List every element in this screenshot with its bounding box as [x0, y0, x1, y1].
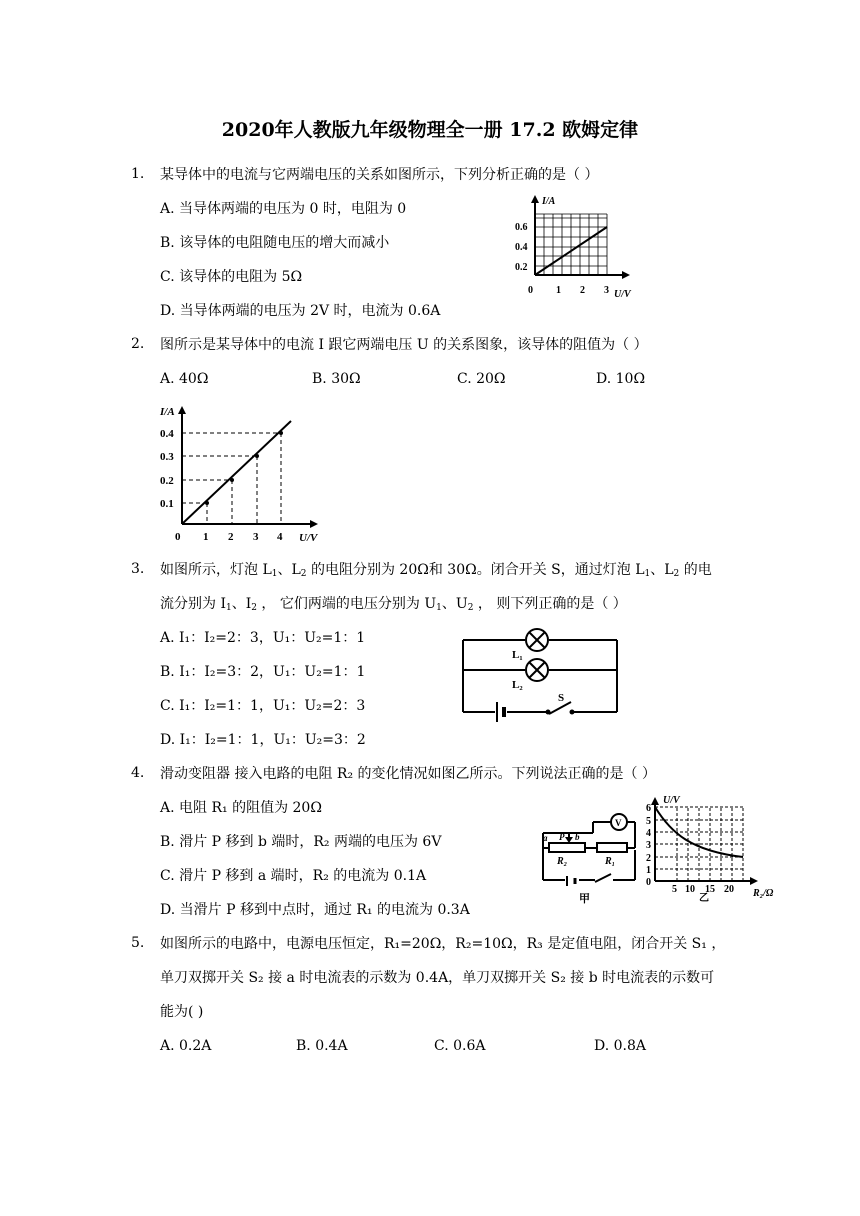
- q5-option-c: C. 0.6A: [434, 1038, 486, 1054]
- q2-graph-xlabel: U/V: [299, 532, 318, 544]
- q5-stem-line2: 单刀双掷开关 S₂ 接 a 时电流表的示数为 0.4A，单刀双掷开关 S₂ 接 b 时电流表的示数可: [160, 970, 715, 986]
- q2-graph-origin: 0: [175, 531, 181, 543]
- q4-stem: 滑动变阻器 接入电路的电阻 R₂ 的变化情况如图乙所示。下列说法正确的是（ ）: [160, 766, 656, 782]
- q1-graph-xtick: 2: [580, 285, 585, 296]
- q1-graph-origin: 0: [528, 285, 533, 296]
- q3-label-l1: L₁: [512, 649, 523, 661]
- q4-option-b: B. 滑片 P 移到 b 端时，R₂ 两端的电压为 6V: [160, 834, 442, 850]
- q4-label-a: a: [543, 833, 548, 843]
- q2-option-b: B. 30Ω: [312, 371, 361, 387]
- q2-graph-xtick: 3: [253, 531, 259, 543]
- q2-graph-ytick: 0.4: [160, 428, 174, 440]
- q4-graph-xlabel: R₂/Ω: [753, 888, 774, 899]
- q5-option-a: A. 0.2A: [160, 1038, 212, 1054]
- q4-graph-ytick: 5: [646, 816, 651, 827]
- q4-graph: [643, 793, 783, 903]
- q4-option-c: C. 滑片 P 移到 a 端时，R₂ 的电流为 0.1A: [160, 868, 427, 884]
- q1-graph: [510, 190, 645, 302]
- q4-option-d: D. 当滑片 P 移到中点时，通过 R₁ 的电流为 0.3A: [160, 902, 470, 918]
- q5-stem-line1: 如图所示的电路中，电源电压恒定，R₁=20Ω，R₂=10Ω，R₃ 是定值电阻，闭合开关 S₁ ，: [160, 936, 726, 952]
- q4-label-p: P: [559, 832, 565, 842]
- q2-graph-xtick: 4: [277, 531, 283, 543]
- q1-option-c: C. 该导体的电阻为 5Ω: [160, 269, 303, 285]
- q2-graph-ylabel: I/A: [160, 406, 175, 418]
- q4-graph-ytick: 1: [646, 865, 651, 876]
- q5-stem-line3: 能为( ): [160, 1004, 204, 1020]
- q4-label-jia: 甲: [579, 893, 590, 905]
- q1-graph-xtick: 3: [604, 285, 609, 296]
- q2-option-a: A. 40Ω: [160, 371, 209, 387]
- q1-option-b: B. 该导体的电阻随电压的增大而减小: [160, 235, 390, 251]
- q3-option-c: C. I₁：I₂=1：1，U₁：U₂=2：3: [160, 698, 366, 714]
- q1-number: 1.: [131, 166, 145, 182]
- q4-graph-ytick: 3: [646, 840, 651, 851]
- q3-circuit: [455, 622, 630, 722]
- q4-graph-xtick: 20: [724, 884, 734, 895]
- q2-graph-xtick: 2: [228, 531, 234, 543]
- q2-number: 2.: [131, 336, 145, 352]
- q2-graph-ytick: 0.3: [160, 451, 174, 463]
- q4-label-b: b: [575, 832, 580, 842]
- q4-label-r1: R₁: [605, 856, 616, 867]
- q2-option-d: D. 10Ω: [596, 371, 646, 387]
- q4-graph-ylabel: U/V: [663, 795, 680, 806]
- q4-label-v: V: [615, 818, 622, 828]
- q4-graph-label-yi: 乙: [699, 893, 709, 903]
- q1-stem: 某导体中的电流与它两端电压的关系如图所示，下列分析正确的是（ ）: [160, 167, 599, 183]
- q2-graph: [155, 400, 330, 545]
- q1-graph-ylabel: I/A: [542, 196, 556, 207]
- q2-graph-ytick: 0.1: [160, 498, 174, 510]
- q3-stem-line1: 如图所示，灯泡 $L_1$、$L_2$ 的电阻分别为 20Ω和 30Ω。闭合开关 S，通过灯泡 $L_1$、$L_2$ 的电: [160, 562, 712, 579]
- q3-option-d: D. I₁：I₂=1：1，U₁：U₂=3：2: [160, 732, 366, 748]
- q2-stem: 图所示是某导体中的电流 I 跟它两端电压 U 的关系图象，该导体的阻值为（ ）: [160, 337, 648, 353]
- q2-option-c: C. 20Ω: [457, 371, 506, 387]
- q3-label-s: S: [558, 692, 565, 704]
- q3-option-b: B. I₁：I₂=3：2，U₁：U₂=1：1: [160, 664, 366, 680]
- q1-option-a: A. 当导体两端的电压为 0 时，电阻为 0: [160, 201, 407, 217]
- q3-label-l2: L₂: [512, 679, 523, 691]
- q1-option-d: D. 当导体两端的电压为 2V 时，电流为 0.6A: [160, 303, 441, 319]
- q4-number: 4.: [131, 765, 145, 781]
- q1-graph-xtick: 1: [556, 285, 561, 296]
- q4-circuit: [535, 808, 645, 908]
- q5-option-b: B. 0.4A: [296, 1038, 348, 1054]
- q3-option-a: A. I₁：I₂=2：3，U₁：U₂=1：1: [160, 630, 366, 646]
- q1-graph-ytick: 0.2: [515, 262, 528, 273]
- q1-graph-ytick: 0.4: [515, 242, 528, 253]
- q3-stem-line2: 流分别为 $I_1$、$I_2$ ， 它们两端的电压分别为 $U_1$、$U_2$ ， 则下列正确的是（ ）: [160, 596, 627, 613]
- q4-graph-ytick: 6: [646, 803, 651, 814]
- q5-option-d: D. 0.8A: [594, 1038, 647, 1054]
- q4-graph-xtick: 15: [705, 884, 715, 895]
- q4-graph-xtick: 10: [685, 884, 695, 895]
- q4-graph-ytick: 2: [646, 853, 651, 864]
- q5-number: 5.: [131, 935, 145, 951]
- q1-graph-ytick: 0.6: [515, 222, 528, 233]
- q1-graph-xlabel: U/V: [614, 289, 631, 300]
- q3-number: 3.: [131, 561, 145, 577]
- q4-option-a: A. 电阻 R₁ 的阻值为 20Ω: [160, 800, 322, 816]
- q4-graph-ytick: 4: [646, 828, 651, 839]
- q2-graph-ytick: 0.2: [160, 475, 174, 487]
- q4-graph-xtick: 5: [672, 884, 677, 895]
- page-title: 2020年人教版九年级物理全一册 17.2 欧姆定律: [221, 119, 639, 141]
- q2-graph-xtick: 1: [203, 531, 209, 543]
- q4-label-r2: R₂: [557, 856, 568, 867]
- q4-graph-origin: 0: [646, 877, 651, 888]
